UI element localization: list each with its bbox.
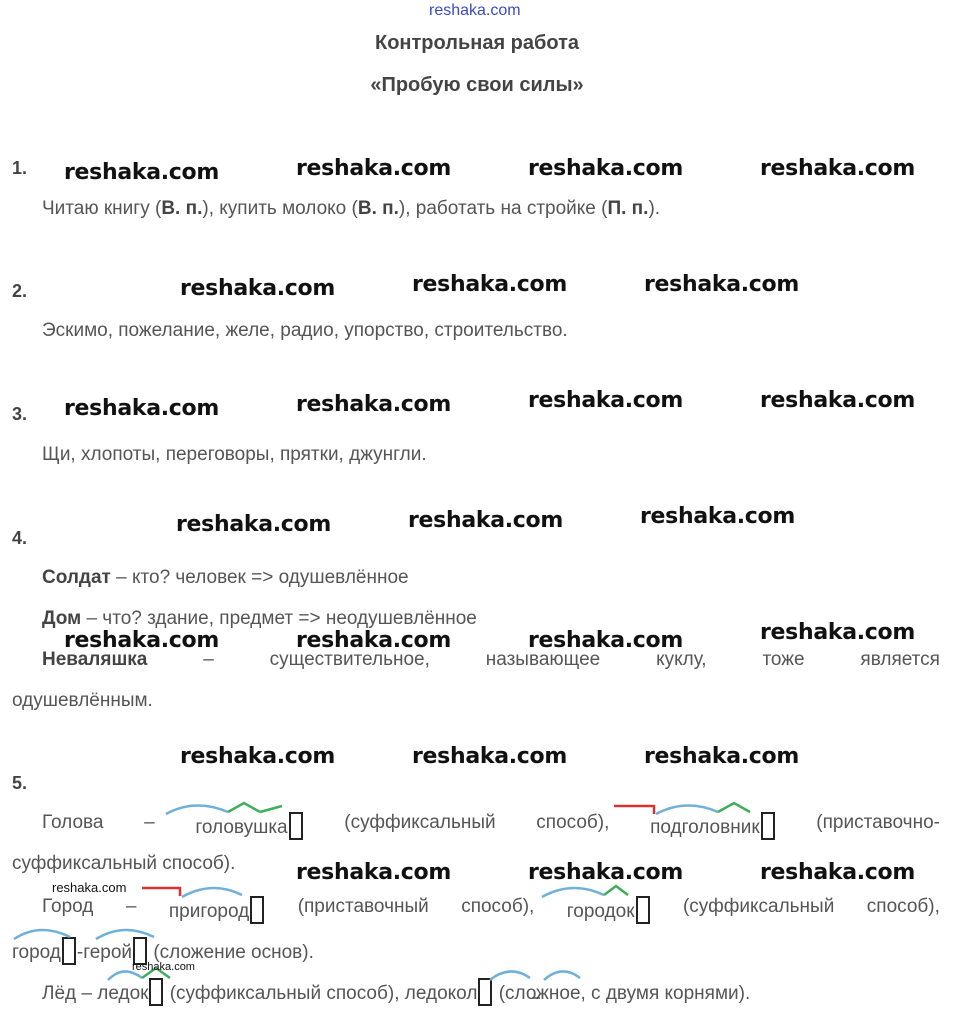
watermark: reshaka.com — [760, 860, 915, 885]
derived-word: город — [12, 942, 61, 963]
ending-box-icon — [289, 812, 303, 840]
word: способ), — [461, 896, 535, 917]
task-1-text: ). — [648, 198, 661, 219]
watermark: reshaka.com — [640, 504, 795, 529]
ending-box-icon — [761, 812, 775, 840]
watermark: reshaka.com — [296, 392, 451, 417]
prefix-mark-icon — [142, 888, 180, 896]
word: куклу, — [656, 649, 707, 670]
task-5-row-1 — [42, 812, 940, 840]
word: (приставочный — [297, 896, 429, 917]
watermark: reshaka.com — [760, 620, 915, 645]
derived-word: подголовник — [650, 812, 776, 840]
watermark: reshaka.com — [64, 396, 219, 421]
suffix-mark-icon — [718, 803, 750, 812]
ending-box-icon — [636, 896, 650, 924]
word: является — [860, 649, 940, 670]
task-2-answer: Эскимо, пожелание, желе, радио, упорство, строительство. — [42, 320, 568, 341]
watermark: reshaka.com — [528, 860, 683, 885]
word: (сложение основ). — [153, 942, 314, 963]
watermark: reshaka.com — [528, 156, 683, 181]
explanation: – что? здание, предмет => неодушевлённое — [81, 608, 477, 629]
watermark: reshaka.com — [64, 628, 219, 653]
task-5-row-3 — [42, 896, 940, 924]
case-label: В. п. — [357, 198, 399, 219]
task-4-line-2 — [42, 608, 477, 630]
watermark-small: reshaka.com — [132, 961, 195, 973]
word: (суффиксальный — [682, 896, 835, 917]
watermark: reshaka.com — [180, 276, 335, 301]
task-1-text: ), работать на стройке ( — [398, 198, 608, 219]
task-1-text: Читаю книгу ( — [42, 198, 162, 219]
explanation: – кто? человек => одушевлённое — [110, 567, 409, 588]
watermark: reshaka.com — [296, 860, 451, 885]
watermark: reshaka.com — [760, 388, 915, 413]
task-4-number: 4. — [12, 528, 28, 548]
word: – — [144, 812, 155, 833]
ending-box-icon — [149, 978, 163, 1006]
task-2-number: 2. — [12, 281, 28, 301]
task-1-text: ), купить молоко ( — [202, 198, 358, 219]
task-4-line-4: одушевлённым. — [12, 690, 153, 711]
watermark: reshaka.com — [528, 388, 683, 413]
derived-word: пригород — [169, 896, 265, 924]
derived-word: (суффиксальный способ), ледокол — [169, 983, 478, 1004]
page-title: Контрольная работа — [375, 32, 579, 54]
word: способ), — [866, 896, 940, 917]
top-watermark: reshaka.com — [429, 2, 521, 19]
suffix-mark-icon — [228, 803, 260, 812]
word: Голова — [42, 812, 104, 833]
watermark: reshaka.com — [64, 160, 219, 185]
word: (сложное, с двумя корнями). — [498, 983, 751, 1004]
watermark: reshaka.com — [296, 156, 451, 181]
watermark: reshaka.com — [644, 744, 799, 769]
ending-box-icon — [62, 937, 76, 965]
watermark: reshaka.com — [176, 512, 331, 537]
watermark: reshaka.com — [408, 508, 563, 533]
watermark: reshaka.com — [528, 628, 683, 653]
derived-word: -герой — [76, 942, 133, 963]
case-label: П. п. — [607, 198, 649, 219]
task-3-number: 3. — [12, 404, 28, 424]
ending-box-icon — [478, 978, 492, 1006]
watermark: reshaka.com — [412, 272, 567, 297]
word: – — [125, 896, 137, 917]
watermark: reshaka.com — [644, 272, 799, 297]
task-1-number: 1. — [12, 158, 28, 178]
watermark-small: reshaka.com — [52, 880, 127, 895]
word: существительное, — [269, 649, 430, 670]
watermark: reshaka.com — [296, 628, 451, 653]
word: способ), — [536, 812, 610, 833]
derived-word: головушка — [195, 812, 303, 840]
noun-dom: Дом — [42, 608, 82, 629]
watermark: reshaka.com — [412, 744, 567, 769]
derived-word: Лёд – ледок — [42, 983, 149, 1004]
task-1-answer — [42, 198, 660, 220]
noun-nevalyashka: Неваляшка — [42, 649, 148, 670]
watermark: reshaka.com — [180, 744, 335, 769]
word: тоже — [762, 649, 805, 670]
word: (приставочно- — [816, 812, 940, 833]
word: называющее — [485, 649, 601, 670]
word: (суффиксальный — [344, 812, 496, 833]
noun-soldat: Солдат — [42, 567, 111, 588]
task-5-row-5 — [42, 978, 750, 1006]
task-4-line-1 — [42, 567, 409, 589]
case-label: В. п. — [161, 198, 203, 219]
watermark: reshaka.com — [760, 156, 915, 181]
page-subtitle: «Пробую свои силы» — [370, 74, 584, 96]
task-5-number: 5. — [12, 773, 28, 793]
suffix-mark-icon — [604, 886, 628, 895]
derived-word: городок — [567, 896, 651, 924]
word: – — [203, 649, 214, 670]
task-5-row-2: суффиксальный способ). — [12, 853, 236, 874]
word: Город — [42, 896, 94, 917]
ending-box-icon — [250, 896, 264, 924]
task-3-answer: Щи, хлопоты, переговоры, прятки, джунгли. — [42, 444, 427, 465]
